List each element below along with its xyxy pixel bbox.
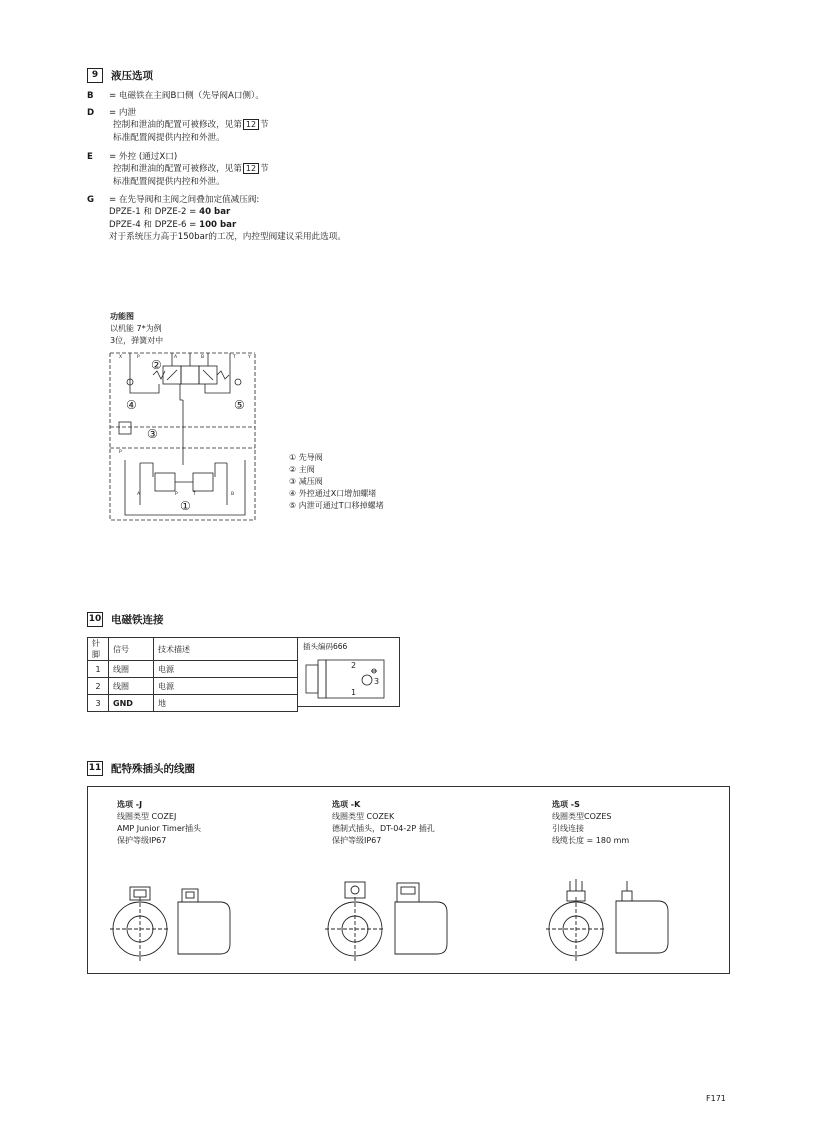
section-ref-box: 12 [243, 163, 259, 174]
page-number: F171 [706, 1094, 726, 1103]
section-9-heading [87, 68, 153, 83]
diagram-legend [289, 452, 384, 512]
table-row: 3 GND 地 [88, 695, 298, 712]
legend-item: ② 主阀 [289, 465, 315, 474]
table-row: 2 线圈 电源 [88, 678, 298, 695]
section-11-heading [87, 761, 195, 776]
plug-header: 插头编码666 [303, 642, 348, 651]
port-label: T [193, 492, 196, 497]
callout-4: ④ [126, 398, 137, 412]
option-J-text: 选项 -J 线圈类型 COZEJ AMP Junior Timer插头 保护等级IP67 [117, 800, 202, 845]
diagram-caption [110, 311, 163, 347]
section-number: 11 [87, 761, 103, 776]
legend-item: ④ 外控通过X口增加螺堵 [289, 489, 377, 498]
callout-3: ③ [147, 427, 158, 441]
option-G: G = 在先导阀和主阀之间叠加定值减压阀: DPZE-1 和 DPZE-2 = 40 bar DPZE-4 和 DPZE-6 = 100 bar 对于系统压力高于150bar的工况，内控型阀建议采用此选项。 [87, 195, 346, 243]
table-header-row: 针脚 信号 技术描述 [88, 638, 298, 661]
section-number: 10 [87, 612, 103, 627]
section-number: 9 [87, 68, 103, 83]
coil-J-drawing [110, 882, 240, 962]
legend-item: ③ 减压阀 [289, 477, 323, 486]
plug-cell [297, 637, 400, 707]
section-10-heading [87, 612, 164, 627]
legend-item: ⑤ 内泄可通过T口移掉螺堵 [289, 501, 384, 510]
callout-1: ① [180, 499, 191, 513]
option-B: B = 电磁铁在主阀B口侧（先导阀A口侧）。 [87, 91, 264, 101]
port-label: T [233, 355, 236, 360]
table-row: 1 线圈 电源 [88, 661, 298, 678]
port-label: P [175, 492, 178, 497]
coil-K-drawing [325, 879, 455, 963]
port-label: B [231, 492, 235, 497]
callout-2: ② [151, 358, 162, 372]
plug-pin-label: 1 [351, 688, 357, 697]
coil-S-drawing [546, 877, 676, 963]
port-label: P [137, 355, 140, 360]
option-K-text: 选项 -K 线圈类型 COZEK 德制式插头，DT-04-2P 插孔 保护等级IP67 [332, 800, 435, 845]
option-D: D = 内泄 控制和泄油的配置可被修改，见第 12 节 标准配置阀提供内控和外泄。 [87, 108, 269, 143]
pin-table [87, 637, 298, 712]
port-label: A [137, 492, 141, 497]
section-title: 电磁铁连接 [111, 614, 164, 626]
section-ref-box: 12 [243, 119, 259, 130]
plug-connector-drawing [304, 656, 394, 702]
option-E: E = 外控 (通过X口) 控制和泄油的配置可被修改，见第 12 节 标准配置阀提供内控和外泄。 [87, 152, 269, 187]
port-label: A [174, 355, 178, 360]
callout-5: ⑤ [234, 398, 245, 412]
option-S-text: 选项 -S 线圈类型COZES 引线连接 线缆长度 = 180 mm [552, 800, 630, 845]
section-title: 配特殊插头的线圈 [111, 763, 195, 775]
port-label: P [119, 450, 122, 455]
diagram-subtitle: 3位，弹簧对中 [110, 336, 164, 345]
hydraulic-functional-diagram [105, 345, 265, 525]
special-coils-panel [87, 786, 730, 974]
section-title: 液压选项 [111, 70, 153, 82]
port-label: X [119, 355, 123, 360]
diagram-title: 功能图 [110, 312, 134, 321]
plug-pin-label: 2 [351, 661, 357, 670]
plug-pin-label: 3 [374, 677, 380, 686]
port-label: Y [248, 355, 251, 360]
diagram-subtitle: 以机能 7*为例 [110, 324, 162, 333]
port-label: B [201, 355, 205, 360]
legend-item: ① 先导阀 [289, 453, 323, 462]
